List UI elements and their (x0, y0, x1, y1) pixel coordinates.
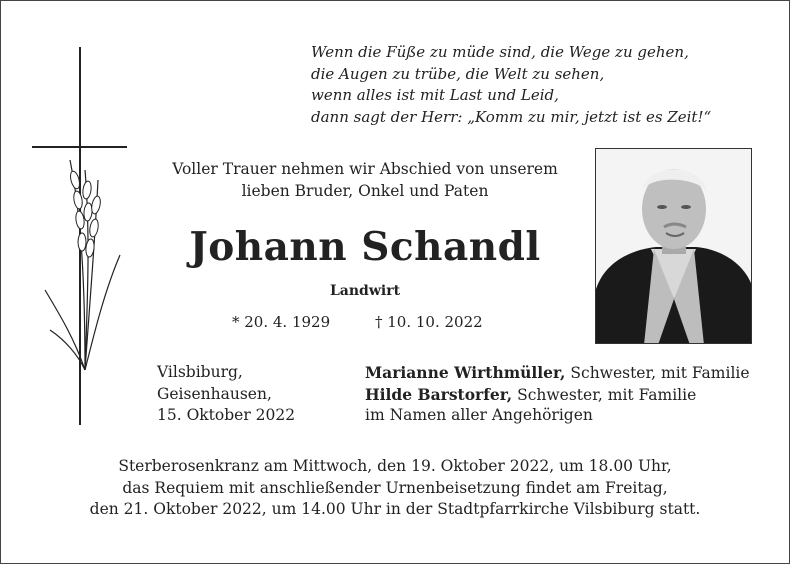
poem (311, 42, 711, 128)
mourner-name: Marianne Wirthmüller, (365, 363, 566, 382)
wheat-icon (40, 150, 125, 375)
intro-line: lieben Bruder, Onkel und Paten (241, 182, 489, 200)
death-date: † 10. 10. 2022 (375, 313, 483, 331)
poem-line: die Augen zu trübe, die Welt zu sehen, (311, 64, 605, 83)
deceased-name: Johann Schandl (189, 224, 541, 270)
intro-line: Voller Trauer nehmen wir Abschied von unserem (172, 160, 558, 178)
footer-line: das Requiem mit anschließender Urnenbeisetzung findet am Freitag, (122, 478, 668, 497)
service-details (0, 456, 790, 521)
date-line: 15. Oktober 2022 (157, 406, 296, 424)
cross-horizontal-bar (32, 146, 127, 148)
mourner-relation: Schwester, mit Familie (565, 364, 750, 382)
place-line: Vilsbiburg, (157, 363, 243, 381)
poem-line: dann sagt der Herr: „Komm zu mir, jetzt ist es Zeit!“ (311, 107, 712, 126)
birth-date: * 20. 4. 1929 (232, 313, 331, 331)
occupation: Landwirt (329, 283, 401, 299)
mourner-relation: im Namen aller Angehörigen (365, 406, 593, 424)
portrait-photo (595, 148, 752, 344)
footer-line: den 21. Oktober 2022, um 14.00 Uhr in der Stadtpfarrkirche Vilsbiburg statt. (89, 500, 701, 518)
mourner-line (365, 384, 750, 406)
place-line: Geisenhausen, (157, 384, 272, 403)
poem-line: wenn alles ist mit Last und Leid, (311, 86, 559, 104)
mourner-line (365, 362, 750, 384)
mourners-list (365, 362, 750, 427)
place-and-date (157, 362, 295, 427)
mourner-line (365, 405, 750, 427)
intro-text (130, 158, 600, 202)
mourner-relation: Schwester, mit Familie (512, 385, 697, 404)
footer-line: Sterberosenkranz am Mittwoch, den 19. Oktober 2022, um 18.00 Uhr, (118, 457, 672, 475)
mourner-name: Hilde Barstorfer, (365, 384, 513, 404)
poem-line: Wenn die Füße zu müde sind, die Wege zu gehen, (311, 43, 689, 61)
